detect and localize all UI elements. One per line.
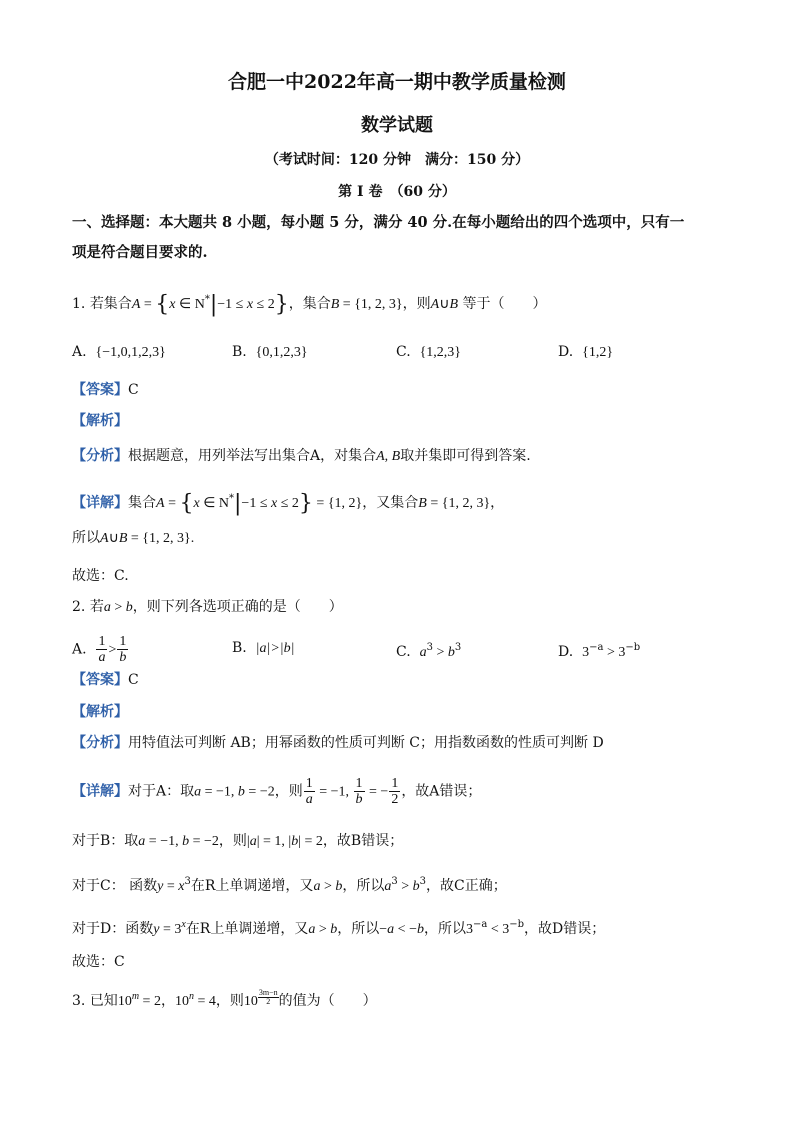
q2-number: 2. (72, 599, 86, 615)
q1-fenxi: 【分析】根据题意，用列举法写出集合A，对集合A, B取并集即可得到答案. (72, 448, 531, 464)
q2-analysis-heading: 【解析】 (72, 704, 128, 720)
q1-text-d: 等于（ ） (462, 296, 547, 312)
q1-text-b: ，集合 (288, 296, 331, 312)
q1-number: 1. (72, 296, 86, 312)
q2-options (72, 632, 734, 666)
q1-conclusion: 故选：C. (72, 568, 129, 584)
q1-detail: 【详解】集合A = {x ∈ N*|−1 ≤ x ≤ 2} = {1, 2}，又集合B = {1, 2, 3}， (72, 491, 505, 516)
q2-fenxi: 【分析】用特值法可判断 AB；用幂函数的性质可判断 C；用指数函数的性质可判断 D (72, 735, 604, 751)
q2-answer: 【答案】C (72, 672, 139, 688)
subject-title: 数学试题 (361, 115, 433, 136)
q1-option-b: B. {0,1,2,3} (232, 344, 308, 360)
volume-heading: 第 I 卷 （60 分） (338, 184, 456, 200)
q1-text-c: ，则 (402, 296, 431, 312)
q3-stem: 3. 已知$10^m = 2$，$10^n = 4$，则10 $\frac{3m-n}{2}$ 的值为（ ） (72, 988, 377, 1009)
answer-tag: 【答案】 (72, 382, 128, 398)
q2-stem: 2. 若a > b，则下列各选项正确的是（ ） (72, 599, 343, 615)
q1-text-a: 若集合 (89, 296, 132, 312)
q2-detail-d: 对于D：函数$y = 3^x$在R上单调递增，又a > b，所以−a < −b，所以$3^{-a} < 3^{-b}$，故D错误； (72, 919, 606, 937)
detail-tag: 【详解】 (72, 495, 128, 511)
exam-title: 合肥一中2022年高一期中教学质量检测 (228, 71, 566, 93)
q1-stem: 1. 若集合A = {x ∈ N*|−1 ≤ x ≤ 2}，集合B = {1, 2, 3}，则A∪B 等于（ ） (72, 292, 547, 317)
q3-number: 3. (72, 993, 86, 1009)
q1-option-a: A. {−1,0,1,2,3} (72, 344, 166, 360)
q2-option-a: A. $\frac{1}{a}$ > $\frac{1}{b}$ (72, 634, 127, 665)
q2-option-c: C. $a^3 > b^3$ (396, 642, 462, 660)
q1-answer-value: C (128, 382, 139, 398)
q2-option-d: D. $3^{-a} > 3^{-b}$ (558, 642, 641, 660)
section-intro-line1: 一、选择题：本大题共 8 小题，每小题 5 分，满分 40 分.在每小题给出的四个选项中，只有一 (72, 214, 685, 231)
section-intro-line2: 项是符合题目要求的. (72, 244, 208, 261)
q1-option-d: D. {1,2} (558, 344, 614, 360)
q1-option-c: C. {1,2,3} (396, 344, 462, 360)
analysis-tag: 【解析】 (72, 413, 128, 429)
q2-conclusion: 故选：C (72, 954, 125, 970)
q1-therefore: 所以A∪B = {1, 2, 3}. (72, 530, 195, 546)
exam-info: （考试时间：120 分钟 满分：150 分） (264, 152, 530, 168)
q2-detail-c: 对于C： 函数$y = x^3$在R上单调递增，又a > b，所以$a^3 > b^3$，故C正确； (72, 876, 507, 894)
fenxi-tag: 【分析】 (72, 448, 128, 464)
q2-answer-value: C (128, 672, 139, 688)
q1-analysis-heading (72, 411, 734, 431)
q1-answer (72, 380, 734, 400)
q2-option-b: B. |a|>|b| (232, 640, 295, 656)
q2-detail-b: 对于B：取a = −1, b = −2，则|a| = 1, |b| = 2，故B错误； (72, 833, 404, 849)
q2-detail-a: 【详解】对于A：取a = −1, b = −2，则 $\frac{1}{a}$ = −1, $\frac{1}{b}$ = − $\frac{1}{2}$ ，故A错误； (72, 776, 482, 807)
